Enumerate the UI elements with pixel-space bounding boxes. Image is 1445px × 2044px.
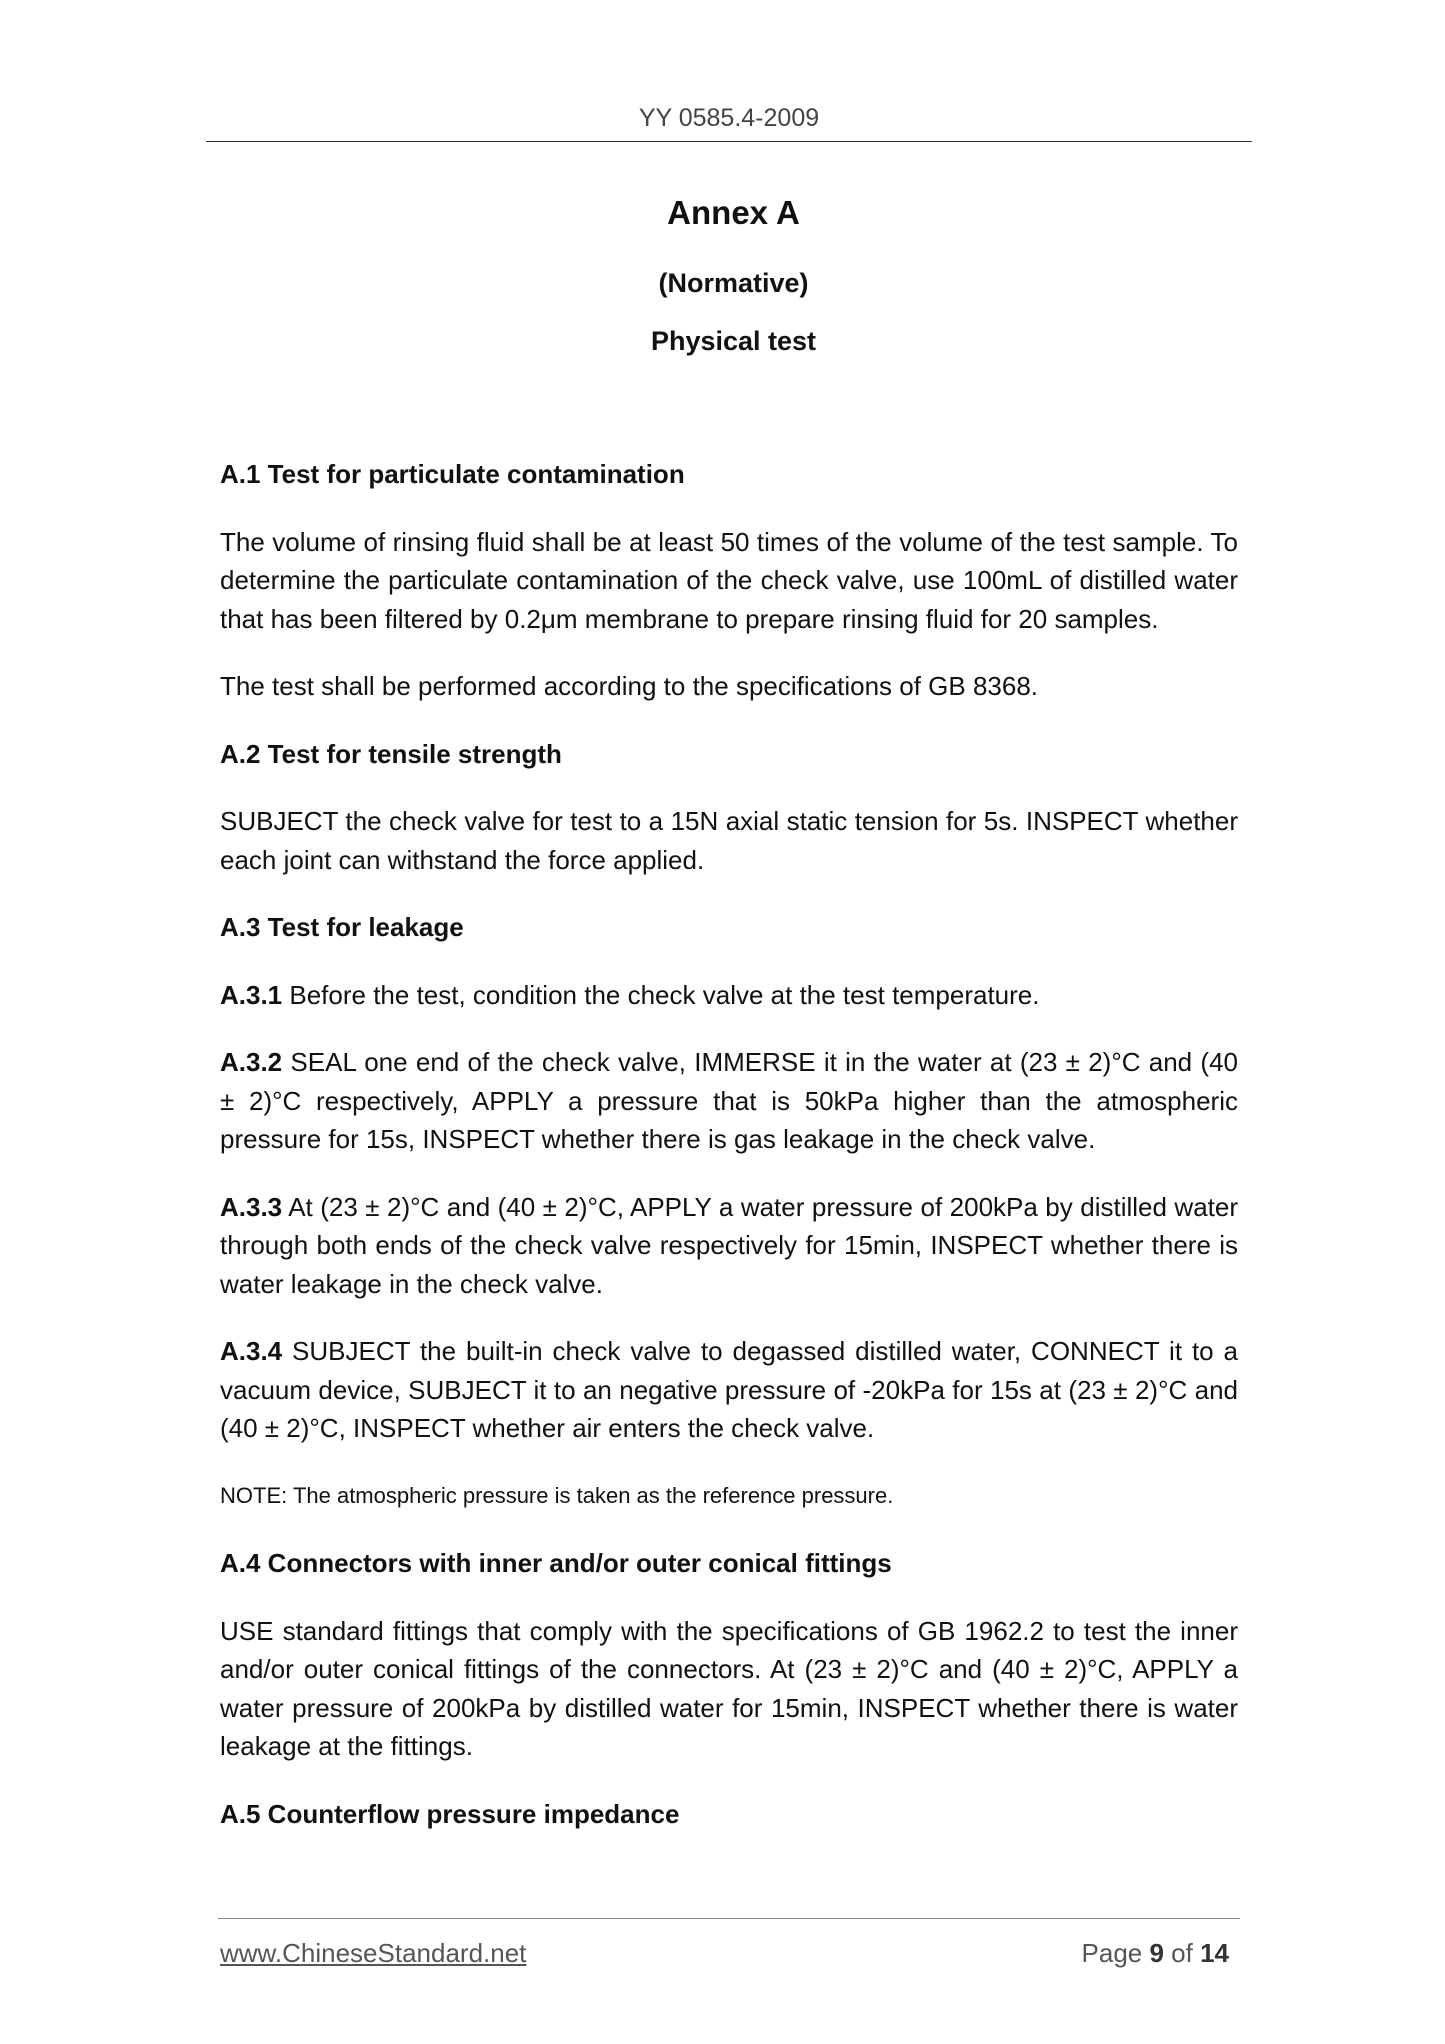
section-heading-a5: A.5 Counterflow pressure impedance: [220, 1798, 680, 1829]
clause-text: SUBJECT the built-in check valve to degassed distilled water, CONNECT it to a vacuum device, SUBJECT it to an negative pressure of -20kPa for 15s at (23 ± 2)°C and (40 ± 2)°C, INSPECT whether air enters the check valve.: [220, 1336, 1238, 1443]
footer-divider: [218, 1918, 1240, 1919]
clause-number: A.3.3: [220, 1191, 283, 1222]
page-of: of: [1163, 1938, 1201, 1968]
page-current: 9: [1149, 1938, 1164, 1968]
clause-text: Before the test, condition the check valve at the test temperature.: [282, 979, 1040, 1010]
section-heading-a2: A.2 Test for tensile strength: [220, 738, 562, 769]
section-a1-paragraph-1: The volume of rinsing fluid shall be at least 50 times of the volume of the test sample. To determine the particulate contamination of the check valve, use 100mL of distilled water that has been filtered by 0.2μm membrane to prepare rinsing fluid for 20 samples.: [220, 526, 1238, 634]
page-prefix: Page: [1081, 1938, 1150, 1968]
clause-number: A.3.4: [220, 1336, 283, 1366]
section-heading-a3: A.3 Test for leakage: [220, 912, 464, 942]
note-text: NOTE: The atmospheric pressure is taken as the reference pressure.: [220, 1482, 894, 1508]
annex-name: Physical test: [650, 326, 817, 356]
clause-number: A.3.2: [220, 1047, 283, 1077]
document-body: [220, 455, 1238, 1862]
clause-number: A.3.1: [220, 979, 283, 1010]
clause-text: SEAL one end of the check valve, IMMERSE it in the water at (23 ± 2)°C and (40 ± 2)°C respectively, APPLY a pressure that is 50kPa higher than the atmospheric pressure for 15s, INSPECT whether there is gas leakage in the check valve.: [220, 1047, 1238, 1154]
clause-a3-4: [220, 1332, 1238, 1448]
section-a2-paragraph-1: SUBJECT the check valve for test to a 15N axial static tension for 5s. INSPECT whether each joint can withstand the force applied.: [220, 806, 1238, 875]
annex-title: Annex A: [667, 194, 800, 231]
footer-website-link[interactable]: www.ChineseStandard.net: [220, 1938, 527, 1968]
clause-a3-2: [220, 1043, 1238, 1159]
clause-text: At (23 ± 2)°C and (40 ± 2)°C, APPLY a water pressure of 200kPa by distilled water through both ends of the check valve respectively for 15min, INSPECT whether there is water leakage in the check valve.: [220, 1191, 1238, 1299]
page-number: [1082, 1938, 1229, 1969]
section-heading-a4: A.4 Connectors with inner and/or outer conical fittings: [220, 1548, 892, 1578]
clause-a3-3: [220, 1188, 1238, 1304]
section-a4-paragraph-1: USE standard fittings that comply with the specifications of GB 1962.2 to test the inner and/or outer conical fittings of the connectors. At (23 ± 2)°C and (40 ± 2)°C, APPLY a water pressure of 200kPa by distilled water for 15min, INSPECT whether there is water leakage at the fittings.: [220, 1615, 1238, 1761]
annex-type: (Normative): [658, 268, 809, 298]
page-total: 14: [1200, 1938, 1229, 1968]
clause-a3-1: [220, 976, 1238, 1015]
section-heading-a1: A.1 Test for particulate contamination: [220, 459, 685, 489]
document-id-header: YY 0585.4-2009: [206, 104, 1252, 142]
section-a1-paragraph-2: The test shall be performed according to the specifications of GB 8368.: [220, 671, 1039, 701]
